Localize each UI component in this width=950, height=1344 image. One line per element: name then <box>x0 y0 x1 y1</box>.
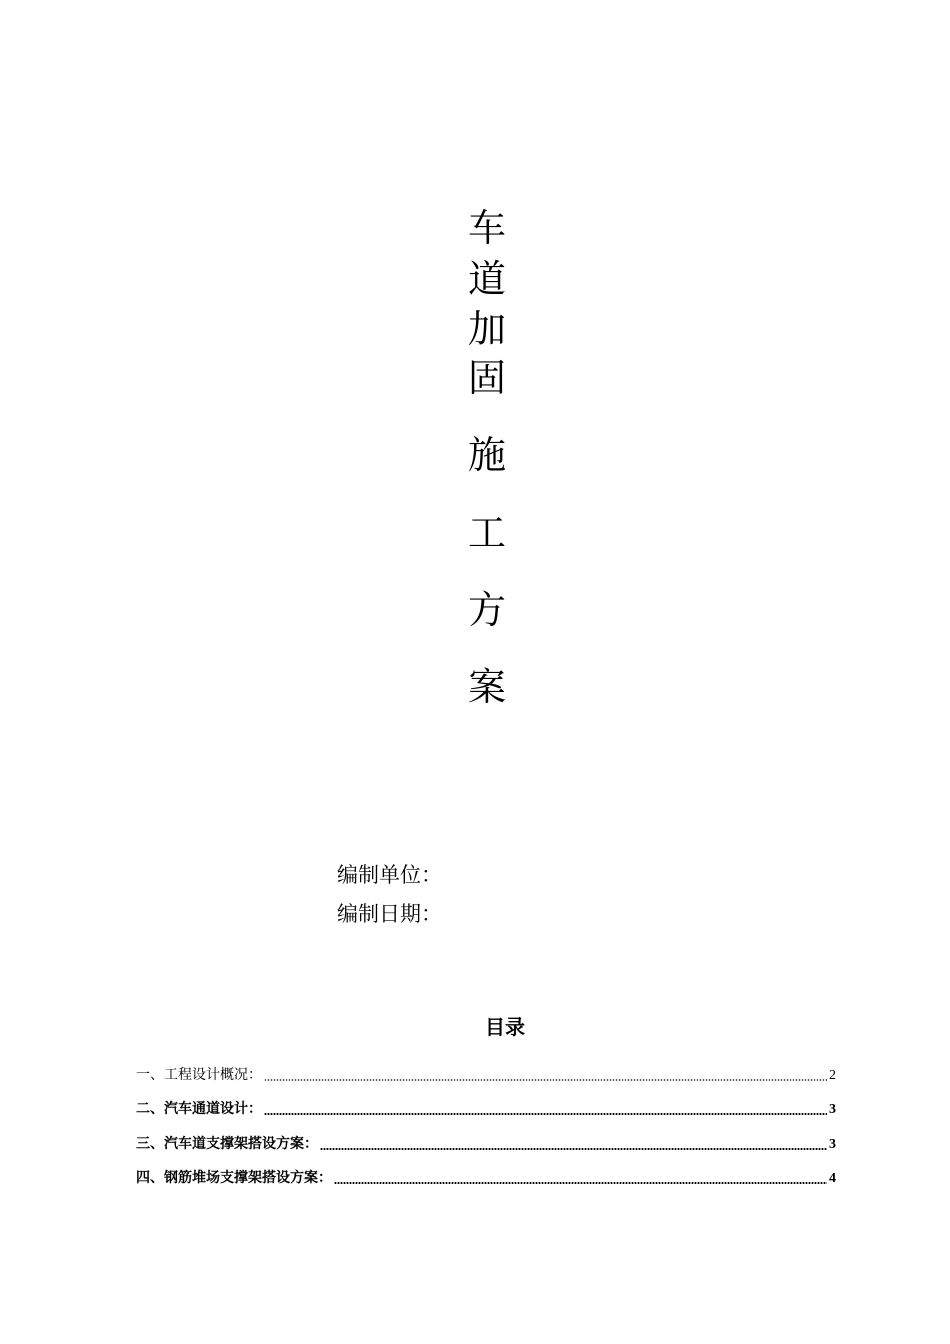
toc-entry-4[interactable] <box>136 1168 836 1188</box>
toc-leader-dots <box>264 1079 827 1081</box>
title-char-6: 工 <box>467 511 506 555</box>
toc-leader-dots <box>334 1182 827 1184</box>
toc-leader-dots <box>320 1148 827 1150</box>
compile-date-label: 编制日期： <box>337 902 442 926</box>
toc-entry-page: 3 <box>829 1102 836 1117</box>
toc-entry-page: 2 <box>829 1068 836 1083</box>
toc-entry-1[interactable] <box>136 1065 836 1085</box>
title-char-2: 道 <box>467 257 506 301</box>
toc-entry-label: 四、钢筋堆场支撑架搭设方案： <box>136 1171 332 1186</box>
toc-entry-page: 3 <box>829 1137 836 1152</box>
title-char-5: 施 <box>467 433 506 477</box>
title-char-1: 车 <box>467 206 506 250</box>
toc-entry-label: 一、工程设计概况： <box>136 1068 262 1083</box>
toc-title: 目录 <box>485 1015 525 1039</box>
toc-entry-3[interactable] <box>136 1134 836 1154</box>
toc-entry-label: 二、汽车通道设计： <box>136 1102 262 1117</box>
compiler-unit-label: 编制单位： <box>337 863 442 887</box>
title-char-7: 方 <box>467 588 506 632</box>
toc-entry-page: 4 <box>829 1171 836 1186</box>
title-char-4: 固 <box>467 356 506 400</box>
toc-entry-2[interactable] <box>136 1099 836 1119</box>
title-char-3: 加 <box>467 307 506 351</box>
title-char-8: 案 <box>467 665 506 709</box>
toc-leader-dots <box>264 1113 827 1115</box>
toc-entry-label: 三、汽车道支撑架搭设方案： <box>136 1137 318 1152</box>
